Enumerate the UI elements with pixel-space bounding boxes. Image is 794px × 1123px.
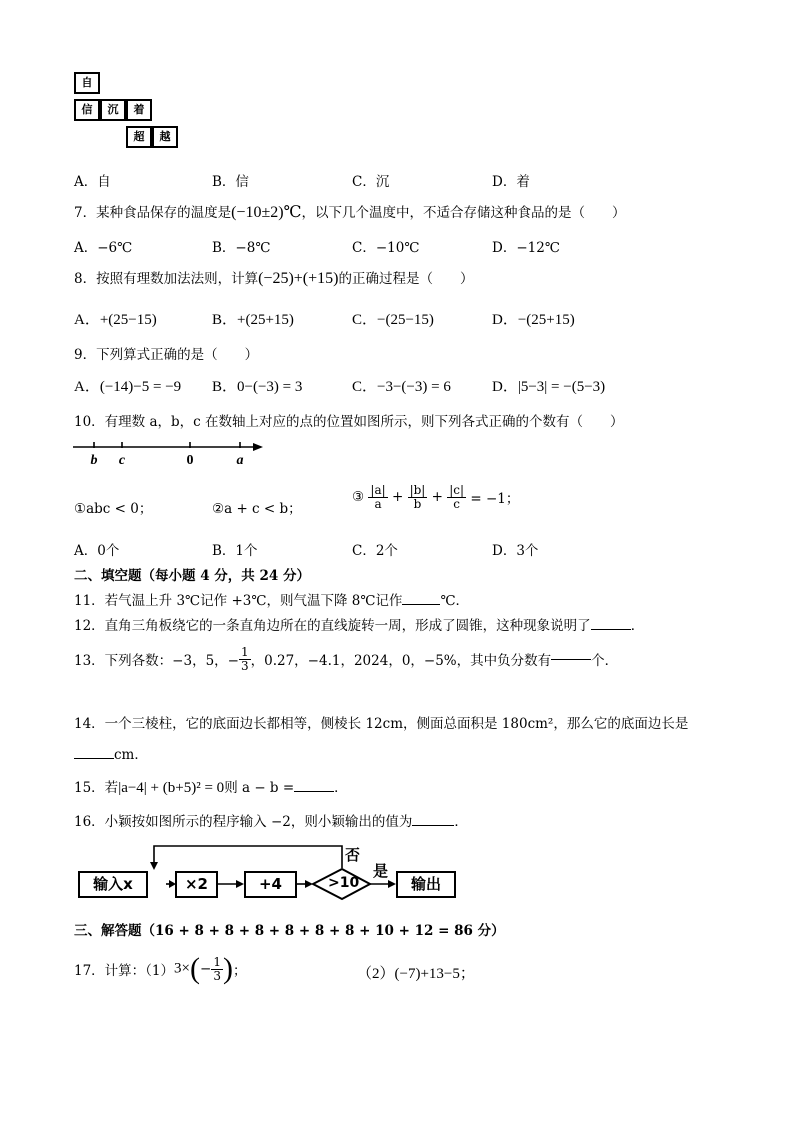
flow-yes-label: 是: [373, 862, 389, 880]
q10-statement-1: ①abc < 0；: [74, 501, 153, 517]
q10-option-c: C．2个: [352, 543, 398, 559]
q7-temp: (−10±2)℃: [231, 204, 302, 221]
cube-net: [74, 72, 184, 152]
program-flowchart: [74, 842, 464, 902]
q13-stem-c: 个．: [591, 653, 619, 670]
q11-stem-b: ℃．: [440, 593, 470, 609]
q7-option-b: B．−8℃: [212, 240, 271, 256]
q7-option-c: C．−10℃: [352, 240, 420, 256]
q16-stem-b: ．: [454, 814, 468, 830]
q12-stem-a: 12．直角三角板绕它的一条直角边所在的直线旋转一周，形成了圆锥，这种现象说明了: [74, 618, 591, 634]
flow-output-box: 输出: [396, 871, 456, 898]
net-cell: 沉: [100, 99, 126, 121]
q8-stem-b: 的正确过程是（ ）: [338, 271, 474, 287]
frac-num: |b|: [409, 483, 426, 497]
q8-option-a: A．+(25−15): [74, 312, 157, 328]
q10-frac-b: [408, 484, 428, 510]
q15-stem-a: 15．若: [74, 780, 119, 796]
q9-stem: 9．下列算式正确的是（ ）: [74, 347, 259, 363]
net-cell: 超: [126, 126, 152, 148]
axis-label-a: a: [236, 453, 244, 468]
q16-stem-a: 16．小颖按如图所示的程序输入 −2，则小颖输出的值为: [74, 814, 413, 830]
q9-option-d: D．|5−3| = −(5−3): [492, 379, 606, 395]
frac-den: 3: [213, 968, 221, 983]
q17-stem: 17．计算：（1）: [74, 963, 175, 979]
frac-den: c: [453, 496, 461, 511]
axis-label-b: b: [90, 453, 98, 468]
flow-multiply-box: ×2: [175, 871, 218, 898]
q15-stem-c: ．: [334, 780, 348, 796]
answer-blank[interactable]: [412, 825, 454, 826]
q17: 17．计算：（1）3×(− $\frac{1}{3}$ )；: [74, 952, 247, 985]
q10-s3-prefix: ③: [352, 489, 365, 506]
q15-expr: |a−4| + (b+5)² = 0: [118, 780, 225, 796]
q15-stem-b: 则 a − b =: [224, 780, 295, 796]
frac-num: |a|: [370, 483, 386, 497]
q10-s3-suffix: = −1；: [470, 491, 520, 508]
q8-stem-a: 8．按照有理数加法法则，计算: [74, 271, 259, 287]
q17-part-2: （2）(−7)+13−5；: [357, 966, 475, 982]
q8-stem: [74, 267, 473, 288]
answer-blank[interactable]: [74, 758, 114, 759]
section-2-title: 二、填空题（每小题 4 分，共 24 分）: [74, 568, 310, 584]
frac-num: |c|: [449, 483, 465, 497]
frac-den: 3: [240, 658, 249, 673]
axis-label-c: c: [118, 453, 126, 468]
q15: [74, 776, 348, 797]
net-cell: 自: [74, 72, 100, 94]
q7-stem-b: ，以下几个温度中，不适合存储这种食品的是（ ）: [301, 205, 626, 221]
frac-num: 1: [240, 645, 249, 659]
q10-statement-2: ②a + c < b；: [212, 501, 302, 517]
q9-option-b: B．0−(−3) = 3: [212, 379, 303, 395]
net-cell: 信: [74, 99, 100, 121]
answer-blank[interactable]: [551, 659, 591, 660]
q6-option-b: B．信: [212, 174, 249, 190]
flow-add-box: +4: [244, 871, 297, 898]
q13-stem-b: ，0.27，−4.1，2024，0，−5%，其中负分数有: [250, 653, 552, 670]
section-3-title: 三、解答题（16 + 8 + 8 + 8 + 8 + 8 + 8 + 10 + 12 = 86 分）: [74, 923, 505, 939]
q10-frac-c: [447, 484, 466, 510]
q10-option-a: A．0个: [74, 543, 120, 559]
q10-option-b: B．1个: [212, 543, 258, 559]
flow-condition: >10: [328, 875, 360, 891]
q17-fraction: [211, 956, 223, 982]
frac-den: b: [413, 496, 422, 511]
q7-stem-a: 7．某种食品保存的温度是: [74, 205, 232, 221]
q11-stem-a: 11．若气温上升 3℃记作 +3℃，则气温下降 8℃记作: [74, 593, 403, 609]
flow-input-box: 输入x: [78, 871, 148, 898]
net-cell: 越: [152, 126, 178, 148]
number-line: [70, 438, 270, 468]
q14-line1: 14．一个三棱柱，它的底面边长都相等，侧棱长 12cm，侧面总面积是 180cm²，那么它的底面边长是: [74, 716, 689, 732]
q16: [74, 810, 468, 830]
q10-frac-a: [368, 484, 387, 510]
q7-option-a: A．−6℃: [74, 240, 133, 256]
q14-line2: [74, 743, 148, 763]
frac-num: 1: [213, 954, 221, 969]
q8-option-b: B．+(25+15): [212, 312, 294, 328]
q13: [74, 646, 618, 672]
q17-p1-a: 3×: [174, 960, 190, 977]
q10-option-d: D．3个: [492, 543, 539, 559]
q14-line2-text: cm．: [114, 747, 148, 763]
q10-stem: 10．有理数 a，b，c 在数轴上对应的点的位置如图所示，则下列各式正确的个数有（ ）: [74, 414, 624, 430]
q9-option-c: C．−3−(−3) = 6: [352, 379, 451, 395]
q7-option-d: D．−12℃: [492, 240, 560, 256]
flow-no-label: 否: [345, 846, 361, 864]
q10-statement-3: ③ $\frac{|a|}{a}$ + $\frac{|b|}{b}$ + $\frac{|c|}{c}$ = −1；: [352, 483, 520, 511]
frac-den: a: [374, 496, 382, 511]
q8-option-d: D．−(25+15): [492, 312, 575, 328]
answer-blank[interactable]: [294, 791, 334, 792]
answer-blank[interactable]: [402, 604, 440, 605]
q12-stem-b: ．: [630, 618, 645, 634]
net-cell: 着: [126, 99, 152, 121]
q12: [74, 614, 644, 634]
q7-stem: [74, 201, 625, 222]
axis-label-0: 0: [186, 453, 194, 468]
answer-blank[interactable]: [591, 629, 631, 630]
q13-stem-a: 13．下列各数：−3，5，−: [74, 653, 239, 670]
q8-option-c: C．−(25−15): [352, 312, 434, 328]
q17-p1-end: ；: [232, 963, 247, 979]
q6-option-d: D．着: [492, 174, 530, 190]
q9-option-a: A．(−14)−5 = −9: [74, 379, 182, 395]
q11: [74, 589, 469, 609]
q6-option-a: A．自: [74, 174, 111, 190]
q6-option-c: C．沉: [352, 174, 390, 190]
q13-fraction: [239, 646, 251, 672]
q8-expr: (−25)+(+15): [258, 270, 339, 287]
